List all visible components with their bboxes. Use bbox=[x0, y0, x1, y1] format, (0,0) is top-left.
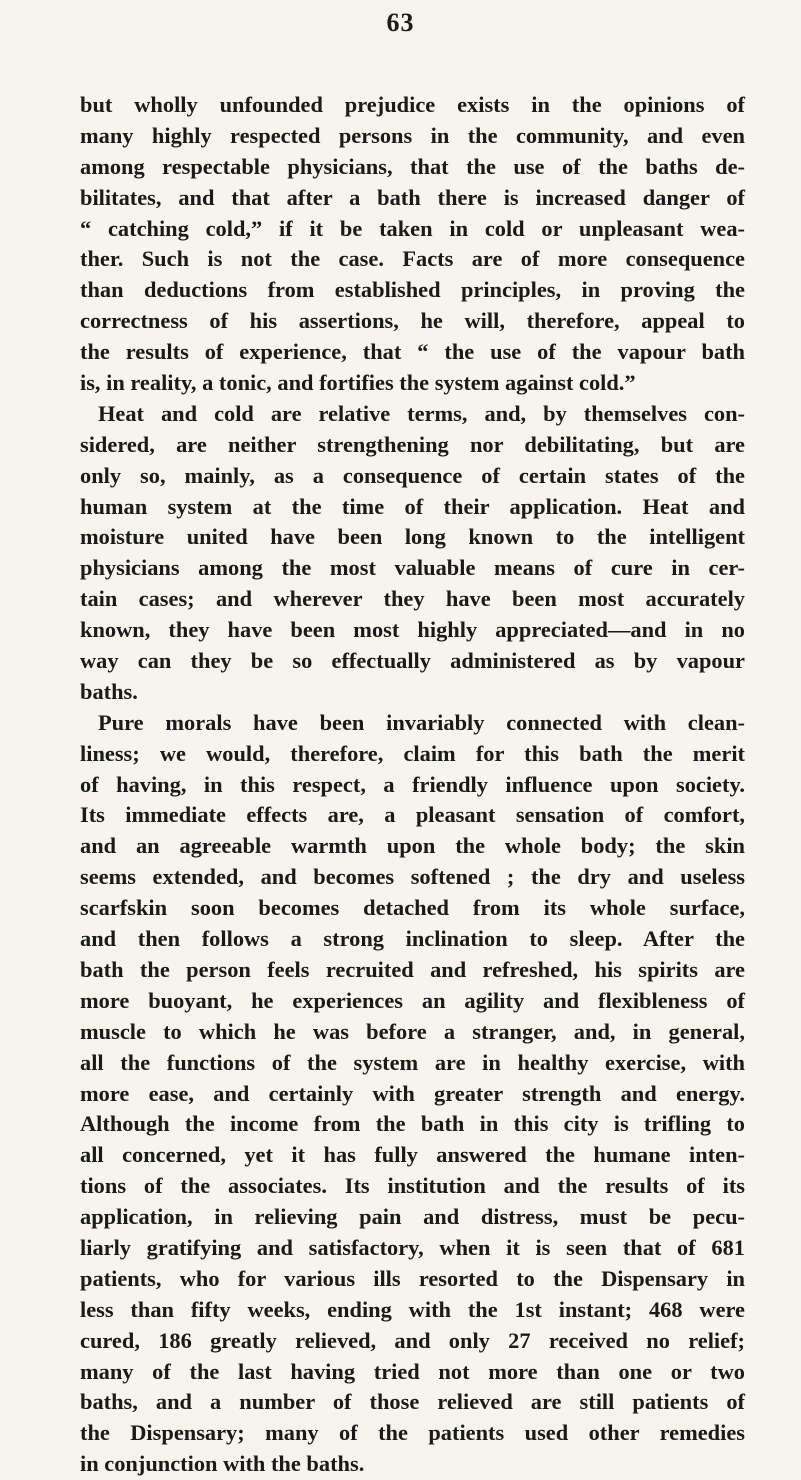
paragraph bbox=[80, 708, 745, 1480]
text-line: tain cases; and wherever they have been most accurately bbox=[80, 586, 745, 612]
paragraph bbox=[80, 90, 745, 399]
page-number: 63 bbox=[386, 8, 415, 37]
text-line: sidered, are neither strengthening nor debilitating, but are bbox=[80, 431, 745, 457]
text-line: than deductions from established principles, in proving the bbox=[80, 277, 745, 303]
text-line: many highly respected persons in the community, and even bbox=[80, 122, 745, 148]
paragraph bbox=[80, 399, 745, 708]
text-line: liarly gratifying and satisfactory, when it is seen that of 681 bbox=[80, 1234, 745, 1260]
text-line: more ease, and certainly with greater strength and energy. bbox=[80, 1080, 745, 1106]
text-line: many of the last having tried not more than one or two bbox=[80, 1358, 745, 1384]
text-line: scarfskin soon becomes detached from its whole surface, bbox=[80, 895, 745, 921]
text-line: Pure morals have been invariably connected with clean- bbox=[98, 709, 745, 735]
text-line: more buoyant, he experiences an agility and flexibleness of bbox=[80, 987, 745, 1013]
text-line: known, they have been most highly appreciated—and in no bbox=[80, 617, 745, 643]
text-line: Heat and cold are relative terms, and, by themselves con- bbox=[98, 400, 745, 426]
text-line: liness; we would, therefore, claim for this bath the merit bbox=[80, 740, 745, 766]
text-line: in conjunction with the baths. bbox=[80, 1451, 365, 1477]
text-line: Its immediate effects are, a pleasant sensation of comfort, bbox=[80, 802, 745, 828]
text-line: is, in reality, a tonic, and fortifies the system against cold.” bbox=[80, 370, 636, 396]
text-line: cured, 186 greatly relieved, and only 27 received no relief; bbox=[80, 1327, 745, 1353]
text-line: Although the income from the bath in this city is trifling to bbox=[80, 1111, 745, 1137]
text-line: patients, who for various ills resorted to the Dispensary in bbox=[80, 1265, 745, 1291]
text-line: bath the person feels recruited and refreshed, his spirits are bbox=[80, 956, 745, 982]
text-line: muscle to which he was before a stranger, and, in general, bbox=[80, 1018, 745, 1044]
text-line: application, in relieving pain and distress, must be pecu- bbox=[80, 1204, 745, 1230]
text-line: less than fifty weeks, ending with the 1st instant; 468 were bbox=[80, 1296, 745, 1322]
text-line: ther. Such is not the case. Facts are of more consequence bbox=[80, 246, 745, 272]
text-line: “ catching cold,” if it be taken in cold or unpleasant wea- bbox=[80, 215, 745, 241]
text-line: human system at the time of their application. Heat and bbox=[80, 493, 745, 519]
text-line: bilitates, and that after a bath there is increased danger of bbox=[80, 184, 745, 210]
text-line: among respectable physicians, that the use of the baths de- bbox=[80, 153, 745, 179]
text-line: the results of experience, that “ the use of the vapour bath bbox=[80, 339, 745, 365]
text-line: only so, mainly, as a consequence of certain states of the bbox=[80, 462, 745, 488]
text-line: way can they be so effectually administered as by vapour bbox=[80, 648, 745, 674]
text-line: all concerned, yet it has fully answered the humane inten- bbox=[80, 1142, 745, 1168]
body-text bbox=[80, 90, 745, 1480]
text-line: baths, and a number of those relieved are still patients of bbox=[80, 1389, 745, 1415]
text-line: baths. bbox=[80, 678, 138, 704]
text-line: the Dispensary; many of the patients used other remedies bbox=[80, 1420, 745, 1446]
text-line: tions of the associates. Its institution and the results of its bbox=[80, 1173, 745, 1199]
text-line: physicians among the most valuable means of cure in cer- bbox=[80, 555, 745, 581]
text-line: of having, in this respect, a friendly influence upon society. bbox=[80, 771, 745, 797]
text-line: correctness of his assertions, he will, therefore, appeal to bbox=[80, 308, 745, 334]
text-line: moisture united have been long known to the intelligent bbox=[80, 524, 745, 550]
text-line: seems extended, and becomes softened ; the dry and useless bbox=[80, 864, 745, 890]
text-line: but wholly unfounded prejudice exists in the opinions of bbox=[80, 92, 745, 117]
text-line: and then follows a strong inclination to sleep. After the bbox=[80, 926, 745, 952]
text-line: all the functions of the system are in healthy exercise, with bbox=[80, 1049, 745, 1075]
text-line: and an agreeable warmth upon the whole body; the skin bbox=[80, 833, 745, 859]
